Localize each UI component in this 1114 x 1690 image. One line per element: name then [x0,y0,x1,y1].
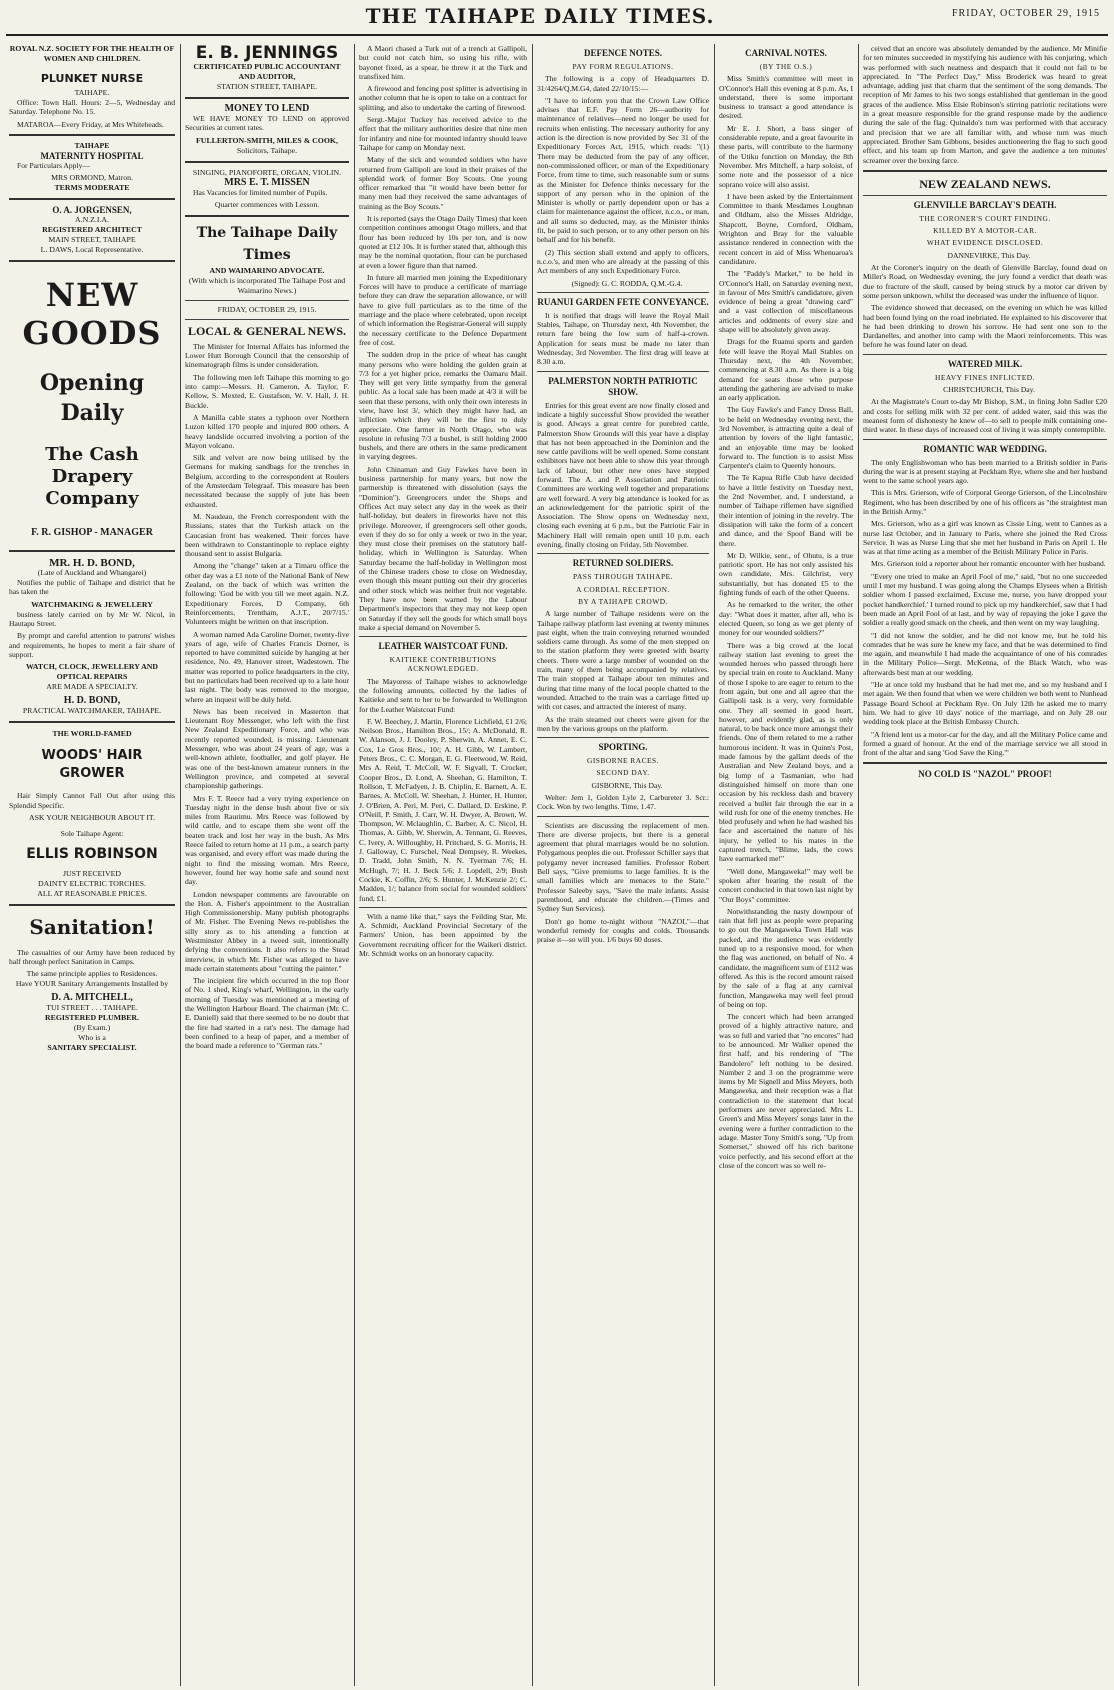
rule [185,319,349,320]
watered-milk-place: CHRISTCHURCH, This Day. [943,385,1035,395]
news-paragraph: "Every one tried to make an April Fool of me," said, "but no one succeeded until I met my husband. I was going along the Champs Elysees when a British soldier whom I passed exclaimed, Excuse me, nurse, you have dropped your pocket handkerchief.' I turned round to pick up my handkerchief, saw that I had been made an April Fool of at last, and by way of repaying the joke I gave the soldier a really good smack on the cheek, and then went on my way laughing. [863,571,1107,628]
news-paragraph: "I did not know the soldier, and he did not know me, but he told his comrades that he was sure he knew my face, and that he was determined to find me again, and meanwhile I had made the acquaintance of one of his comrades in the Military Police—Sergt. McKenna, of the Black Watch, who was afterwards best man at our wedding. [863,630,1107,677]
news-paragraph: The Minister for Internal Affairs has informed the Lower Hutt Borough Council that the censorship of kinematograph films is under consideration. [185,341,349,370]
news-paragraph: The Mayoress of Taihape wishes to acknowledge the following amounts, collected by the ladies of Kaitieke and sent to her to be forwarded to Wellington for the Leather Waistcoat Fund: [359,676,527,714]
rule [863,762,1107,764]
sporting-sub-2: SECOND DAY. [596,768,650,778]
news-paragraph: Scientists are discussing the replacement of men. There are diverse projects, but there is a general agreement that plural marriages would be no solution. Polygamous peoples die out. Professor Schiller says that polygamy never increased families. Professor Robert Bell says, "Give premiums to large families. It is the small families which are menaces to the State." Professor Saleeby says, "Save the male infants. Assist parenthood, and educate the children.—(Times and Sydney Sun Services). [537,820,709,914]
paper-date: FRIDAY, OCTOBER 29, 1915. [217,304,317,314]
column-2 [182,44,352,1684]
news-paragraph: Mrs. Grierson, who as a girl was known as Cissie Ling, went to Cannes as a nurse last October, and in January to Paris, where she joined the Red Cross Service. It was as Nurse Ling that she met her husband in Paris on April 1. He was at that time acting as a member of the British Military Police in Paris. [863,519,1107,557]
news-paragraph: "I have to inform you that the Crown Law Office advises that E.F. Pay Form 26—authority for maintenance of relatives—need no longer be used for recruits when enlisting. The necessary authority for any action is the direction is now provided by Sec 31 of the Expeditionary Forces Act, 1915, which reads: "(1) There may be deducted from the pay of any officer, non-commissioned officer, or man of the Expeditionary Force, from time to time, such reasonable sum or sums as the Minister for Defence thinks necessary for the support of any person who in the opinion of the Minister is wholly or partly dependent upon or has a claim for maintenance against the officer, n.c.o., or man, and all sums so deducted, may, as the Minister thinks fit, be paid to such person, or to any other person on his behalf and for his benefit. [537,95,709,245]
news-paragraph: It is notified that drags will leave the Royal Mail Stables, Taihape, on Thursday next, 4th November, the return fare being the low sum of half-a-crown. Application for seats must be made no later than Wednesday, 3rd November. The first drag will leave at 8.30 a.m. [537,310,709,367]
column-rule [858,44,859,1686]
woods-famed: THE WORLD-FAMED [52,729,132,739]
nazol-footer: NO COLD IS "NAZOL" PROOF! [918,769,1052,780]
masthead [0,0,1114,40]
news-paragraph: As the train steamed out cheers were given for the men by the various groups on the platform. [537,714,709,733]
rule [863,170,1107,172]
news-paragraph: Mr E. J. Short, a bass singer of considerable repute, and a great favourite in these parts, will contribute to the harmony of the Utiku function on Monday, the 8th November. Mrs Mitcheff, a harp soloist, of some note and the possessor of a nice soprano voice will also assist. [719,123,853,189]
news-paragraph: At the Coroner's inquiry on the death of Glenville Barclay, found dead on Miller's Road, on Wednesday evening, the jury found a verdict that death was due to fracture of the skull, caused by being struck by a motor car driven by some person unknown, whilst the deceased was under the influence of liquor. [863,263,1107,300]
news-paragraph: With a name like that," says the Feilding Star, Mr. A. Schmidt, Auckland Provincial Secretary of the Farmers' Union, has been appointed by the Government recruiting officer for the Waikeri district. Mr. Schmidt works on an honorary capacity. [359,911,527,959]
news-paragraph: Notwithstanding the nasty downpour of rain that fell just as people were preparing to go out the Mangaweka Town Hall was packed, and the audience was evidently tuned up to a responsive mood, for when the flag was auctioned, on behalf of No. 4 candidate, the magnificent sum of £112 was offered. As this is the record amount raised by the sale of a flag at any carnival function, Mangaweka may well feel proud of being on top. [719,906,853,1009]
maternity-place: TAIHAPE [74,140,110,150]
cash-drapery: The Cash Drapery Company [45,444,139,510]
news-paragraph: M. Naudeau, the French correspondent with the Russians, states that the Turkish attack on the Caucasian front has weakened. Their forces have been withdrawn to Constantinople to replace eighty thousand sent to assist Bulgaria. [185,511,349,559]
mitchell-address: TUI STREET . . . TAIHAPE. [46,1003,138,1013]
maternity-title: MATERNITY HOSPITAL [40,150,144,161]
maternity-terms: TERMS MODERATE [54,183,130,193]
column-4 [534,44,712,1684]
column-1-ads [6,44,178,1684]
leather-fund-subheading: KAITIEKE CONTRIBUTIONS ACKNOWLEDGED. [389,655,497,674]
news-paragraph: The sudden drop in the price of wheat has caught many persons who were holding the golden grain at 7/3 for a yet higher price, remarks the Oamaru Mail. They will get very little sympathy from the general public. As a local sale has been made at 4/3 it will be seen that these persons, with only their own interests in view, have lost 3/, which they might have had, an infliction which they will be the first to duly appreciate. One farmer in North Otago, who was resolute in refusing 7/3 a bushel, is still holding 2000 bushels, and there are others in the same predicament in varying degrees. [359,350,527,462]
sporting-sub: GISBORNE RACES. [587,756,659,766]
ad-divider [9,904,175,906]
news-paragraph: The evidence showed that deceased, on the evening on which he was killed had been found lying on the road inebriated. He explained to his discoverer that he had been drinking to drown his sorrow. He had sent one son to the Dardanelles, and another into camp with the Maori reinforcements. This was before he was found later on dead. [863,303,1107,350]
woods-text: Hair Simply Cannot Fall Out after using this Splendid Specific. [9,791,175,810]
rule [537,553,709,554]
news-paragraph: (2) This section shall extend and apply to officers, n.c.o.'s, and men who are already at the passing of this Act members of any such Expeditionary Force. [537,247,709,276]
ellis-prices: ALL AT REASONABLE PRICES. [37,888,147,898]
sporting-heading: SPORTING. [598,742,648,753]
news-paragraph: A Maori chased a Turk out of a trench at Gallipoli, but could not catch him, so using his rifle, with bayonet fixed, as a spear, he threw it at the Turk and transfixed him. [359,44,527,81]
rule [863,195,1107,196]
mitchell-registered: REGISTERED PLUMBER. [44,1013,139,1023]
column-3 [356,44,530,1684]
opening-daily: Opening Daily [39,370,145,427]
news-paragraph: The Te Kapua Rifle Club have decided to have a little festivity on Tuesday next, the 2nd November, and, I understand, a number of Taihape riflemen have signified their intention of joining in the revelry. The dissipation will take the form of a concert and dance, and the Spoof Band will be there. [719,473,853,548]
architect-address: MAIN STREET, TAIHAPE [48,235,136,245]
mitchell-specialist: SANITARY SPECIALIST. [47,1043,137,1053]
ad-divider [9,198,175,200]
ad-divider [185,97,349,99]
bond-specialty: ARE MADE A SPECIALTY. [46,682,138,692]
mitchell-name: D. A. MITCHELL, [51,992,133,1004]
bond-late: (Late of Auckland and Whangarei) [37,568,147,578]
column-rule [354,44,355,1686]
rule [359,907,527,908]
rule [359,636,527,637]
leather-fund-heading: LEATHER WAISTCOAT FUND. [378,641,508,652]
news-paragraph: A large number of Taihape residents were on the Taihape railway platform last evening at twenty minutes past eight, when the train conveying returned wounded soldiers came through. As some of the men stepped on to the station platform they were greeted with hearty cheers. There were a large number of wounded on the train, many of them being accompanied by relatives. The train stopped at Taihape about ten minutes and during that time many of the local people chatted to the wounded. Attached to the train was a carriage fitted up with cot cases, and attracted the interest of many. [537,609,709,712]
mitchell-exam: (By Exam.) [73,1023,111,1033]
local-news-heading: LOCAL & GENERAL NEWS. [187,323,347,338]
ad-divider [9,260,175,262]
news-paragraph: Welter: Jem 1, Golden Lyle 2, Carbureter 3. Scr.: Cock. Won by two lengths. Time, 1.47. [537,793,709,812]
mitchell-who: Who is a [78,1033,106,1043]
ellis-received: JUST RECEIVED [62,868,122,878]
news-paragraph: The only Englishwoman who has been married to a British soldier in Paris during the war is at present staying at Peckham Rye, where she and her husband went to the same school years ago. [863,457,1107,486]
money-title: MONEY TO LEND [224,103,310,114]
news-paragraph: Many of the sick and wounded soldiers who have returned from Gallipoli are loud in their praises of the splendid work of former Boy Scouts. One young officer remarked that "it would have been better for many men had they received the same advantages of training as the Boy Scouts." [359,155,527,211]
jennings-title: CERTIFICATED PUBLIC ACCOUNTANT AND AUDITOR, [193,62,341,81]
ad-divider [185,215,349,217]
missen-quarter: Quarter commences with Lesson. [214,199,320,209]
news-paragraph: Mrs. Grierson told a reporter about her romantic encounter with her husband. [871,559,1106,569]
plunket-mataroa: MATAROA—Every Friday, at Mrs Whiteheads. [17,119,164,129]
news-paragraph: The concert which had been arranged proved of a highly attractive nature, and was so full and varied that "no encores" had to be announced. Mr Walker opened the first half, and his rendering of "The Bandolero" left nothing to be desired. Number 2 and 3 on the programme were items by Mr Signell and Miss Meyers, both Mangaweka, and their reception was a flat contradiction to the statement that local performers are never appreciated. Mrs L. Green's and Miss Meyers' songs later in the evening were a further contradiction to the adage. Master Tony Smith's song, "Up from Somerset," showed off his rich baritone voice perfectly, and his second effort at the close of the concert was so well re- [719,1012,853,1170]
plunket-org: ROYAL N.Z. SOCIETY FOR THE HEALTH OF WOMEN AND CHILDREN. [9,44,175,63]
rule [537,737,709,738]
returned-soldiers-sub-1: PASS THROUGH TAIHAPE. [573,572,673,582]
sanitation-heading: Sanitation! [29,914,155,939]
news-paragraph: John Chinaman and Guy Fawkes have been in business partnership for many years, but now the partnership is threatened with dissolution (says the "Dominion"). Greengrocers under the Shops and Offices Act may select any day in the week as their half-holiday, but dealers in fireworks have not this privilege. Moreover, if greengrocers sell other goods, even if they do so for only a week or two in the year, they must close their premises on the statutory half-holiday, which in Wellington is Saturday. When Saturday became the half-holiday in Wellington most of the Chinese traders chose to close on Wednesday, even though this meant putting out their dry groceries and other stock which was neither fruit nor vegetable. They have now been warned by the Labour Department's inspectors that they may not keep open on Saturday if they sell the goods for which small boys make a special demand on November 5. [359,464,527,632]
news-paragraph: Don't go home to-night without "NAZOL"—that wonderful remedy for coughs and colds. Thousands praise it—so will you. 1/6 buys 60 doses. [537,916,709,945]
news-paragraph: It is reported (says the Otago Daily Times) that keen competition continues amongst Otago millers, and that flour has been reduced by 10s per ton, and is now quoted at £12 10s. It is further stated that, although this may be the nominal quotation, flour can be purchased at even a lower figure than that named. [359,214,527,270]
rule [863,354,1107,355]
ad-divider [185,161,349,163]
news-paragraph: Sergt.-Major Tuckey has received advice to the effect that the military authorities desire that nine men for infantry and nine for mounted infantry should leave Taihape for camp on Monday next. [359,115,527,152]
defence-signature: (Signed): G. C. RODDA, Q.M.-G.4. [571,278,683,288]
news-paragraph: The following men left Taihape this morning to go into camp:—Messrs. H. Cameron, A. Taylor, F. Kellow, S. Mexted, E. Gustafson, W. V. Hall, J. H. Buckle. [185,372,349,410]
news-paragraph: A Manilla cable states a typhoon over Northern Luzon killed 170 people and injured 800 others. A heavy landslide occurred involving a portion of the Mayon volcano. [185,412,349,450]
defence-heading: DEFENCE NOTES. [583,48,663,58]
news-paragraph: ceived that an encore was absolutely demanded by the audience. Mr Minifie for ten minutes succeeded in mystifying his audience with his conjuring, which was performed with such neatness and despatch that it could not fail to be appreciated. In "The Perfect Day," Miss Broderick was heard to great advantage, adding just that charm that the sentiment of the song demands. The reception of Mr James to his two songs established that gentleman in the good graces of the audience. Miss Elsie Robinson's stirring patriotic recitations were in a great measure responsible for the grand response made by the audience during the sale of the flag. Quinaldo's turn was performed with that accuracy and precision that we are all familiar with, and whose turn was much appreciated. Brother Sam Gibbons, besides auctioneering the flag to such good effect, and his team up from Marton, and gave the audience a ten minutes' screamer over the boxing farce. [863,44,1107,165]
glenville-place: DANNEVIRKE, This Day. [947,250,1031,260]
column-rule [532,44,533,1686]
woods-title: WOODS' HAIR GROWER [41,748,143,782]
news-paragraph: Entries for this great event are now finally closed and indicate a highly successful Show provided the weather is good. Always a great centre for purebred cattle, Palmerston Show Grounds will this year have a display that has not been approached in the Dominion and the new cattle pavilions will be well opened. Some constant exhibitors have not been able to show this year through lack of labour, but other new ones have stepped forward. The A. and P. Association and Patriotic Committees are working well together and preparations are well forward. A very big attendance is looked for as an acknowledgement for the patriotic spirit of the Association. The Show opens on Wednesday next, closing each evening at 6 p.m., but the Patriotic Fair in Machinery Hall will remain open until 10 p.m. each evening, finally closing on Friday, 5th November. [537,400,709,550]
rule [537,816,709,817]
bond-name: MR. H. D. BOND, [49,557,135,570]
returned-soldiers-sub-2: A CORDIAL RECEPTION. [576,584,670,594]
palmerston-heading: PALMERSTON NORTH PATRIOTIC SHOW. [548,375,698,397]
defence-subheading: PAY FORM REGULATIONS. [572,62,674,71]
bond-notice: Notifies the public of Taihape and district that he has taken the [9,578,175,597]
news-paragraph: "A friend lent us a motor-car for the day, and all the Military Police came and formed a guard of honour. At the end of the marriage service we all stood in front of the altar and sang 'God Save the King.'" [863,729,1107,758]
news-paragraph: F. W. Beechey, J. Martin, Florence Lichfield, £1 2/6; Neilson Bros., Hamilton Bros., 15/; A. McDonald, R. W. Alanson, J. J. Dooley, P. Sherwin, A. Annet, E. C. Cox, Le Gros Bros., 10/; A. H. Gibb, W. Lambert, Peters Bros., C. C. Morgan, E. G. Fleetwood, W. Reid, Mrs A. Reid, T. McColl, W. F. Sigvall, T. Crocker, Cooper Bros., D. Lond, A. Sheehan, G. Hamilton, T. Rollson, T. McFadyen, J. B. Chiplin, E. Barnett, A. E. Barnes, A. McColl, W. Sheehan, J. Hunter, H. Hunter, J. O'Brien, A. Peri, M. Peri, C. Dallard, D. Erskine, P. O'Neill, P. Smith, J. Carr, W. H. Dwyer, A. Brown, W. Thompson, W. Mclaughlin, C. Barber, A. C. Nicol, H. Thomas, A. Gibb, W. Sherwin, A. Tennant, G. Reeves, C. Ivery, A. Willoughby, H. Pritchard, S. G. Morris, H. J. Galloway, C. Furschel, Neal Dempsey, R. Weekes, D. Tradd, John Smith, N. N. Tyerman 7/6; H. McHugh, 7/; H. J. Beck 5/6; J. Lopdell, 2/9; Bush Cockie, K. Coffin, 2/6; S. Hunter, J. McKenzie 2/; C. Madden, 1/; balance from social for wounded soldiers' fund, £1. [359,716,527,903]
nz-news-heading: NEW ZEALAND NEWS. [919,176,1051,191]
news-paragraph: Silk and velvet are now being utilised by the Germans for making sandbags for the trenches in Belgium, according to the correspondent at Roulers of the Amsterdam Telegraaf. This measure has been necessitated because the supply of jute has been exhausted. [185,453,349,509]
masthead-rule [6,34,1108,36]
news-paragraph: Among the "change" taken at a Timaru office the other day was a £1 note of the National Bank of New Zealand, on the back of which was written the following: 'God be with you till we meet again. N.Z. Expeditionary Forces, D Company, 6th Reinforcements, Trentham, A.J.T., 20/7/15.' Volunteers might be written on that inscription. [185,561,349,627]
rule [863,439,1107,440]
news-paragraph: A firewood and fencing post splitter is advertising in another column that he is open to take on a contract for splitting, and also to undertake the carting of firewood. [359,84,527,112]
news-paragraph: The "Paddy's Market," to be held in O'Connor's Hall, on Saturday evening next, in favour of Mrs Smith's candidature, given evidence of being a great "drawing card" and a vast collection of miscellaneous articles and oddments of every size and shape will be absolutely given away. [719,269,853,335]
glenville-sub-2: KILLED BY A MOTOR-CAR. [933,226,1037,236]
news-paragraph: Mrs F. T. Reece had a very trying experience on Tuesday night in the dense bush about five or six miles from Raurimu. Mrs Reece was followed by wild cattle, and to escape them she went off the beaten track and lost her way in the bush. As Mrs Reece failed to return home at 11 p.m., a search party was organised, and every effort was made during the night to find the missing woman. Mrs Reece, however, found her way home safe and sound next day. [185,793,349,887]
news-paragraph: At the Magistrate's Court to-day Mr Bishop, S.M., in fining John Sadler £20 and costs for selling milk with 32 per cent. of added water, said this was the meanest form of dishonesty he knew of—to sell to people milk containing one-third water. In these days of increased cost of living it was simply contemptible. [863,397,1107,435]
war-wedding-heading: ROMANTIC WAR WEDDING. [923,443,1047,454]
news-paragraph: "He at once told my husband that he had met me, and so my husband and I met again. We then found that when we were children we both went to Nunhead Passage Board School at Peckham Rye. On July 12th he asked me to marry him. We had to give 10 days' notice of the marriage, and on July 28 our wedding took place at the British Embassy Church. [863,680,1107,727]
glenville-heading: GLENVILLE BARCLAY'S DEATH. [913,199,1057,210]
news-paragraph: This is Mrs. Grierson, wife of Corporal George Grierson, of the Lincolnshire Regiment, who has been described by one of his officers as "the straightest man in the British Army." [863,488,1107,516]
money-text: WE HAVE MONEY TO LEND on approved Securities at current rates. [185,114,349,133]
rule [185,300,349,301]
news-paragraph: "Well done, Mangaweka!" may well be spoken after hearing the result of the concert conducted in that town last night by "Our Boys" committee. [719,866,853,904]
ad-divider [9,134,175,136]
woods-agent: Sole Taihape Agent: [60,828,124,838]
news-paragraph: News has been received in Masterton that Lieutenant Roy Messenger, who left with the first New Zealand Expeditionary Force, and who was recently reported wounded, is missing. Lieutenant Messenger, who was about 24 years of age, was a well-known athlete, footballer, and golf player. He was one of the best-known amateur runners in the Wellington province, and competed at several championship gatherings. [185,706,349,791]
sanitation-text-3: Have YOUR Sanitary Arrangements Installed by [15,979,169,989]
news-paragraph: I have been asked by the Entertainment Committee to thank Mesdames Loughnan and Oldham, also the Misses Aldridge, Shapcott, Boyne, Cornford, Oldham, Wrighton and Bray for the valuable assistance rendered in connection with the recent concert in aid of Miss Whenuaroa's candidature. [719,191,853,266]
bond-promise: By prompt and careful attention to patrons' wishes and requirements, he hopes to merit a fair share of support. [9,631,175,659]
jennings-name: E. B. JENNINGS [195,44,339,63]
news-paragraph: Mr D. Wilkie, senr., of Ohutu, is a true patriotic sport. He has not only assisted his own candidate, Mrs. Gilchrist, very substantially, but has donated £5 to the fighting funds of each of the other Queens. [719,550,853,598]
missen-text: Has Vacancies for limited number of Pupils. [193,187,328,197]
paper-subtitle: AND WAIMARINO ADVOCATE. [209,265,325,275]
ellis-torches: DAINTY ELECTRIC TORCHES. [38,878,146,888]
ad-divider [9,550,175,552]
fullerton-firm: FULLERTON-SMITH, MILES & COOK, [196,135,338,145]
new-heading: NEW [45,276,139,315]
singing-heading: SINGING, PIANOFORTE, ORGAN, VIOLIN. [192,167,342,177]
news-paragraph: As he remarked to the writer, the other day: "What does it matter, after all, who is elected Queen, so long as we get plenty of money for our wounded soldiers?" [719,600,853,638]
ruanui-heading: RUANUI GARDEN FETE CONVEYANCE. [537,296,709,307]
ellis-robinson: ELLIS ROBINSON [26,845,158,862]
architect-quals: A.N.Z.I.A. [75,215,109,225]
news-paragraph: A woman named Ada Caroline Dorner, twenty-five years of age, wife of Charles Francis Dorner, is reported to have committed suicide by hanging at her residence, No. 49, Hanover street, Wadestown. The matter was reported to police headquarters in the city, but no particulars had been received up to a late hour last night. The body was removed to the morgue, where an inquest will be duly held. [185,629,349,704]
column-6 [860,44,1110,1684]
maternity-particulars: For Particulars Apply— [17,160,90,170]
ad-divider [9,721,175,723]
column-rule [180,44,181,1686]
bond-repairs: WATCH, CLOCK, JEWELLERY AND OPTICAL REPAIRS [25,662,159,682]
manager-line: F. R. GISHOP - MANAGER [31,527,153,539]
maternity-matron: MRS ORMOND, Matron. [51,173,133,183]
missen-name: MRS E. T. MISSEN [224,176,310,188]
carnival-heading: CARNIVAL NOTES. [745,48,827,58]
watered-milk-heading: WATERED MILK. [947,358,1023,369]
plunket-title: PLUNKET NURSE [40,72,144,85]
plunket-place: TAIHAPE. [74,88,110,97]
news-paragraph: Drags for the Ruanui sports and garden fete will leave the Royal Mail Stables on Thursday next, the 4th November, commencing at 8.30 a.m. As there is a big demand for seats those who purpose attending the gathering are advised to make an early application. [719,337,853,403]
watered-milk-sub: HEAVY FINES INFLICTED. [935,372,1035,382]
column-5 [716,44,856,1684]
news-paragraph: Miss Smith's committee will meet in O'Connor's Hall this evening at 8 p.m. As, I understand, there is some important business to transact a good attendance is desired. [719,74,853,121]
bond-business-2: business lately carried on by Mr W. Nicol, in Hautapu Street. [9,609,175,629]
returned-soldiers-sub-3: BY A TAIHAPE CROWD. [578,596,668,606]
paper-name: The Taihape Daily Times [196,224,338,263]
architect-rep: L. DAWS, Local Representative. [40,245,144,255]
glenville-sub-3: WHAT EVIDENCE DISCLOSED. [926,238,1044,248]
architect-title: REGISTERED ARCHITECT [42,225,142,235]
jennings-address: STATION STREET, TAIHAPE. [216,82,318,91]
architect-name: O. A. JORGENSEN, [52,205,132,216]
goods-heading: GOODS [22,314,162,353]
rule [537,371,709,372]
bond-business: WATCHMAKING & JEWELLERY [31,599,153,609]
fullerton-role: Solicitors, Taihape. [236,145,298,155]
news-paragraph: There was a big crowd at the local railway station last evening to greet the wounded heroes who passed through here by special train en route to Auckland. Many of those I spoke to are eager to return to the front again, but one and all agree that the Gallipoli task is a very, very formidable one. They all seemed in good heart, however, and evidently glad, as is only natural, to be back once more amongst their friends. One of them related to me a rather humorous incident. It was in Quinn's Post, made famous by the gallant deeds of the Australian and New Zealand boys, and a big lump of a Tasmanian, who had distinguished himself on more than one occasion by his reckless dash and bravery received a bullet fair through the ear in a wild rush for one of the enemy trenches. He bled profusely and when he had washed his face and ascertained the nature of his injury, he yelled to his mates in the captured trench, "Blime, lads, the cows have earmarked me!" [719,640,853,864]
paper-incorporated: (With which is incorporated The Taihape Post and Waimarino News.) [188,275,346,295]
sanitation-text: The casualties of our Army have been reduced by half through perfect Sanitation in Camps. [9,947,175,967]
bond-signature: H. D. BOND, [63,695,121,707]
bond-signature-2: PRACTICAL WATCHMAKER, TAIHAPE. [22,706,162,716]
returned-soldiers-heading: RETURNED SOLDIERS. [572,558,674,569]
woods-ask: ASK YOUR NEIGHBOUR ABOUT IT. [28,812,156,822]
rule [537,292,709,293]
plunket-office: Office: Town Hall. Hours: 2—5, Wednesday and Saturday. Telephone No. 15. [9,98,175,117]
news-paragraph: In future all married men joining the Expeditionary Forces will have to produce a certificate of marriage before they can draw the separation allowance, or will have to give full particulars as to the time of the marriage and the place where celebrated, upon receipt of which information the Registrar-General will supply the necessary certificate to the Defence Department free of cost. [359,272,527,347]
news-paragraph: London newspaper comments are favourable on the Hon. A. Fisher's appointment to the Australian High Commissionership. Many publish photographs of Mr. Fisher. The Evening News re-publishes the silly story as to his attending a function at Westminster Abbey in a tweed suit, intentionally defying the conventions. It also refers to the Stead interview, in which Mr. Fisher was alleged to have made certain statements about "cutting the painter." [185,889,349,973]
news-paragraph: The following is a copy of Headquarters D. 31/4264/Q.M.G4, dated 22/10/15:— [537,74,709,93]
carnival-subheading: (BY THE O.S.) [759,62,813,71]
sporting-place: GISBORNE, This Day. [591,780,663,790]
news-paragraph: The Guy Fawke's and Fancy Dress Ball, to be held on Wednesday evening next, the 3rd November, is attracting quite a deal of attention by lovers of the light fantastic, and an enjoyable time may be looked forward to. The function is to assist Miss Carpenter's claim to Queenly honours. [719,405,853,471]
glenville-sub-1: THE CORONER'S COURT FINDING. [919,213,1051,223]
newspaper-title: THE TAIHAPE DAILY TIMES. [365,4,715,28]
sanitation-text-2: The same principle applies to Residences. [26,969,158,979]
column-rule [714,44,715,1686]
issue-date: FRIDAY, OCTOBER 29, 1915 [951,8,1100,19]
news-paragraph: The incipient fire which occurred in the top floor of No. 1 shed, King's wharf, Wellington, in the early morning of Tuesday was mentioned at a meeting of the Wellington Harbour Board. The chairman (Mr. C. E. Daniell) said that there seemed to be no doubt that the fire had started in a rat's nest. The damage had been confined to a heap of paper, and a member of the board made a reference to "German rats." [185,976,349,1051]
